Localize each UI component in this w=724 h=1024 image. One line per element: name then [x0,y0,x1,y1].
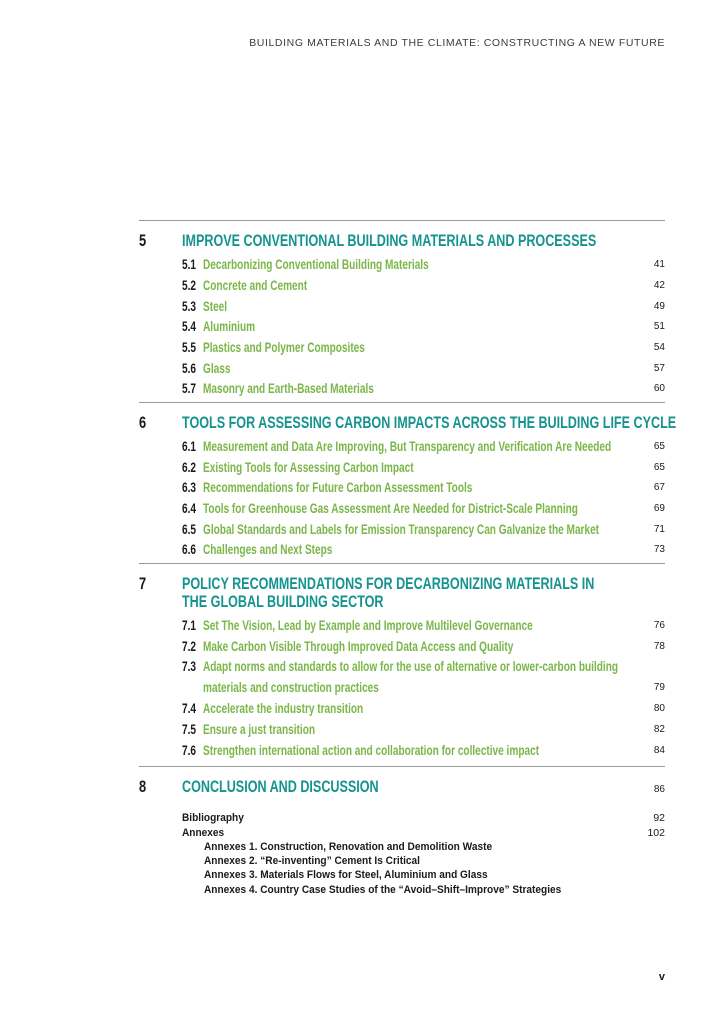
section-title[interactable]: Challenges and Next Steps [203,541,333,557]
chapter-5 [139,221,665,402]
page-number: 60 [653,383,665,394]
page-number: 54 [653,342,665,353]
section-number: 5.6 [182,360,197,376]
toc-entry-page [182,781,665,801]
toc-entry[interactable] [182,298,665,318]
page-number: 71 [653,524,665,535]
page-number: 86 [653,784,665,795]
chapter-number: 8 [139,778,147,796]
section-title[interactable]: Concrete and Cement [203,277,308,293]
section-number: 7.1 [182,617,197,633]
annex-item[interactable]: Annexes 1. Construction, Renovation and Demolition Waste [204,841,493,853]
section-number: 5.7 [182,380,197,396]
chapter-title-line: THE GLOBAL BUILDING SECTOR [182,592,384,611]
section-number: 6.1 [182,438,197,454]
toc-entry[interactable] [182,638,665,658]
toc-entry[interactable] [182,360,665,380]
section-number: 6.6 [182,541,197,557]
section-number: 6.4 [182,500,197,516]
section-number: 5.4 [182,318,197,334]
section-title[interactable]: Tools for Greenhouse Gas Assessment Are Needed for District-Scale Planning [203,500,578,516]
toc-entry[interactable] [182,742,665,762]
chapter-title[interactable]: IMPROVE CONVENTIONAL BUILDING MATERIALS AND PROCESSES [182,231,597,250]
chapter-number: 5 [139,232,147,250]
page-number: 57 [653,363,665,374]
toc-entry[interactable] [182,318,665,338]
toc-entry[interactable] [182,339,665,359]
annex-item[interactable]: Annexes 4. Country Case Studies of the “Avoid–Shift–Improve” Strategies [204,884,562,896]
section-number: 5.2 [182,277,197,293]
page-number: 92 [653,812,665,824]
toc-entry[interactable] [182,521,665,541]
table-of-contents [139,220,677,907]
page-number: 65 [653,462,665,473]
section-title[interactable]: Existing Tools for Assessing Carbon Impact [203,459,414,475]
toc-entry[interactable] [182,700,665,720]
section-number: 5.5 [182,339,197,355]
section-number: 7.2 [182,638,197,654]
toc-entry[interactable] [182,438,665,458]
chapter-title-line: POLICY RECOMMENDATIONS FOR DECARBONIZING MATERIALS IN [182,574,595,593]
chapter-8 [139,767,665,907]
toc-entry[interactable] [182,617,665,637]
chapter-title[interactable]: TOOLS FOR ASSESSING CARBON IMPACTS ACROSS THE BUILDING LIFE CYCLE [182,413,677,432]
page-number: 84 [653,745,665,756]
toc-entry[interactable] [182,277,665,297]
page-number: 76 [653,620,665,631]
section-title[interactable]: Make Carbon Visible Through Improved Data Access and Quality [203,638,514,654]
chapter-title[interactable] [182,574,595,611]
chapter-7 [139,564,665,766]
section-title[interactable]: Accelerate the industry transition [203,700,364,716]
toc-entry[interactable] [182,721,665,741]
section-title[interactable]: Decarbonizing Conventional Building Materials [203,256,429,272]
section-number: 7.3 [182,658,197,674]
page-number: 73 [653,544,665,555]
toc-entry[interactable] [182,459,665,479]
chapter-number: 7 [139,575,147,593]
section-number: 6.5 [182,521,197,537]
page-number: 82 [653,724,665,735]
section-title[interactable]: Plastics and Polymer Composites [203,339,365,355]
section-title[interactable]: Set The Vision, Lead by Example and Improve Multilevel Governance [203,617,533,633]
page-number: 67 [653,482,665,493]
toc-entry[interactable] [182,380,665,400]
toc-entry[interactable] [182,500,665,520]
section-number: 7.5 [182,721,197,737]
section-number: 5.1 [182,256,197,272]
toc-entry[interactable] [182,658,665,700]
page-number: 65 [653,441,665,452]
section-title[interactable]: Masonry and Earth-Based Materials [203,380,374,396]
section-title[interactable]: Aluminium [203,318,256,334]
page-number: 51 [653,321,665,332]
section-number: 7.4 [182,700,197,716]
section-title-line[interactable]: Adapt norms and standards to allow for the use of alternative or lower-carbon building [203,658,619,674]
section-title[interactable]: Ensure a just transition [203,721,316,737]
section-title[interactable]: Steel [203,298,228,314]
section-title-line[interactable]: materials and construction practices [203,679,379,695]
page-number: 102 [647,827,665,839]
section-title[interactable]: Glass [203,360,231,376]
page-number: 41 [653,259,665,270]
running-head: BUILDING MATERIALS AND THE CLIMATE: CONSTRUCTING A NEW FUTURE [249,37,665,49]
chapter-6 [139,403,677,563]
annexes-entry[interactable] [182,827,665,842]
section-number: 7.6 [182,742,197,758]
page-number: 42 [653,280,665,291]
annexes-label[interactable]: Annexes [182,827,225,839]
page-number: 78 [653,641,665,652]
chapter-number: 6 [139,414,147,432]
annex-item[interactable]: Annexes 3. Materials Flows for Steel, Aluminium and Glass [204,869,488,881]
chapter-title[interactable]: CONCLUSION AND DISCUSSION [182,777,379,796]
page-number: 49 [653,301,665,312]
section-number: 6.3 [182,479,197,495]
page-folio: v [658,971,665,983]
page-number: 80 [653,703,665,714]
section-title[interactable]: Global Standards and Labels for Emission Transparency Can Galvanize the Market [203,521,600,537]
section-number: 5.3 [182,298,197,314]
page-number: 69 [653,503,665,514]
annex-item[interactable]: Annexes 2. “Re-inventing” Cement Is Critical [204,855,420,867]
section-title[interactable]: Recommendations for Future Carbon Assessment Tools [203,479,473,495]
section-title[interactable]: Measurement and Data Are Improving, But Transparency and Verification Are Needed [203,438,612,454]
bibliography-entry[interactable] [182,812,665,827]
section-title[interactable]: Strengthen international action and collaboration for collective impact [203,742,540,758]
toc-entry[interactable] [182,256,665,276]
section-number: 6.2 [182,459,197,475]
toc-entry[interactable] [182,479,665,499]
bibliography-label[interactable]: Bibliography [182,812,244,824]
page-number: 79 [653,682,665,693]
toc-entry[interactable] [182,541,665,561]
